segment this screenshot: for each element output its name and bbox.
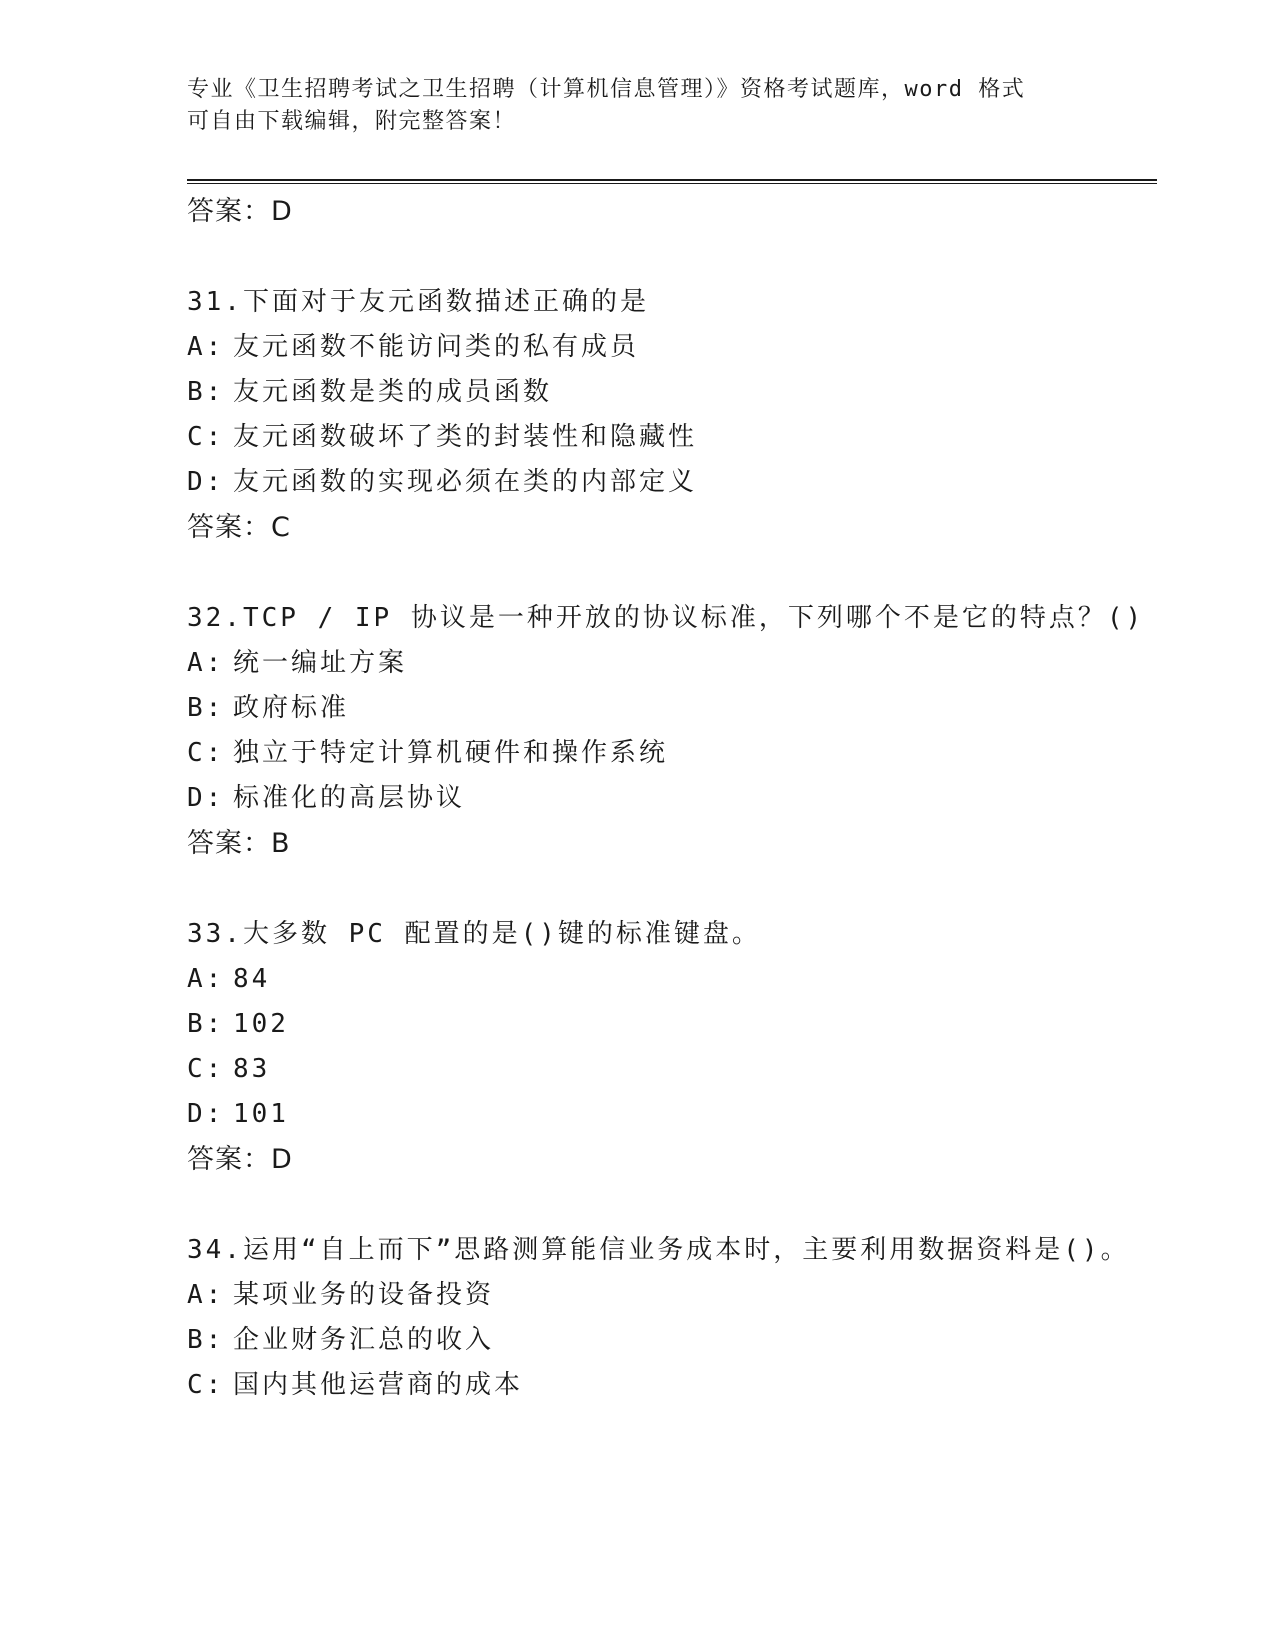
option-c	[187, 1363, 1157, 1408]
question-block	[187, 1228, 1157, 1408]
option-text: 83	[233, 1054, 271, 1084]
spacer	[187, 1183, 1157, 1228]
option-b	[187, 686, 1157, 731]
header-divider	[187, 179, 1157, 184]
option-key: C:	[187, 1370, 225, 1400]
answer-line: 答案：D	[187, 1144, 293, 1175]
option-d	[187, 776, 1157, 821]
option-key: A:	[187, 332, 225, 362]
answer-line: 答案：B	[187, 828, 291, 859]
option-key: D:	[187, 783, 225, 813]
option-key: D:	[187, 467, 225, 497]
option-text: 友元函数破坏了类的封装性和隐藏性	[233, 422, 698, 452]
option-d	[187, 460, 1157, 505]
option-a	[187, 325, 1157, 370]
option-text: 友元函数是类的成员函数	[233, 377, 553, 407]
option-key: A:	[187, 1280, 225, 1310]
question-stem: 34.运用“自上而下”思路测算能信业务成本时，主要利用数据资料是()。	[187, 1235, 1130, 1265]
option-key: B:	[187, 377, 225, 407]
option-text: 101	[233, 1099, 289, 1129]
question-block	[187, 912, 1157, 1183]
option-key: B:	[187, 693, 225, 723]
option-key: C:	[187, 422, 225, 452]
option-text: 政府标准	[233, 693, 350, 723]
option-a	[187, 957, 1157, 1002]
question-stem: 31.下面对于友元函数描述正确的是	[187, 287, 649, 317]
option-b	[187, 370, 1157, 415]
option-text: 某项业务的设备投资	[233, 1280, 495, 1310]
option-key: B:	[187, 1325, 225, 1355]
option-a	[187, 1273, 1157, 1318]
option-b	[187, 1002, 1157, 1047]
option-text: 企业财务汇总的收入	[233, 1325, 495, 1355]
option-text: 独立于特定计算机硬件和操作系统	[233, 738, 669, 768]
option-key: A:	[187, 648, 225, 678]
spacer	[187, 551, 1157, 596]
question-stem: 33.大多数 PC 配置的是()键的标准键盘。	[187, 919, 761, 949]
option-text: 友元函数的实现必须在类的内部定义	[233, 467, 698, 497]
option-b	[187, 1318, 1157, 1363]
option-c	[187, 415, 1157, 460]
option-text: 84	[233, 964, 271, 994]
header-line-1: 专业《卫生招聘考试之卫生招聘（计算机信息管理）》资格考试题库，word 格式	[187, 77, 1026, 102]
option-a	[187, 641, 1157, 686]
question-stem: 32.TCP / IP 协议是一种开放的协议标准，下列哪个不是它的特点？()	[187, 603, 1145, 633]
option-text: 统一编址方案	[233, 648, 408, 678]
option-text: 友元函数不能访问类的私有成员	[233, 332, 640, 362]
option-text: 国内其他运营商的成本	[233, 1370, 524, 1400]
document-header	[187, 74, 1087, 138]
option-key: C:	[187, 1054, 225, 1084]
header-line-2: 可自由下载编辑，附完整答案！	[187, 109, 517, 134]
option-c	[187, 1047, 1157, 1092]
option-text: 102	[233, 1009, 289, 1039]
question-list	[187, 189, 1157, 1408]
option-c	[187, 731, 1157, 776]
option-key: C:	[187, 738, 225, 768]
option-text: 标准化的高层协议	[233, 783, 466, 813]
option-d	[187, 1092, 1157, 1137]
answer-line: 答案：D	[187, 196, 293, 227]
spacer	[187, 867, 1157, 912]
option-key: D:	[187, 1099, 225, 1129]
option-key: A:	[187, 964, 225, 994]
answer-line: 答案：C	[187, 512, 291, 543]
question-block	[187, 596, 1157, 867]
question-block	[187, 280, 1157, 551]
spacer	[187, 235, 1157, 280]
option-key: B:	[187, 1009, 225, 1039]
